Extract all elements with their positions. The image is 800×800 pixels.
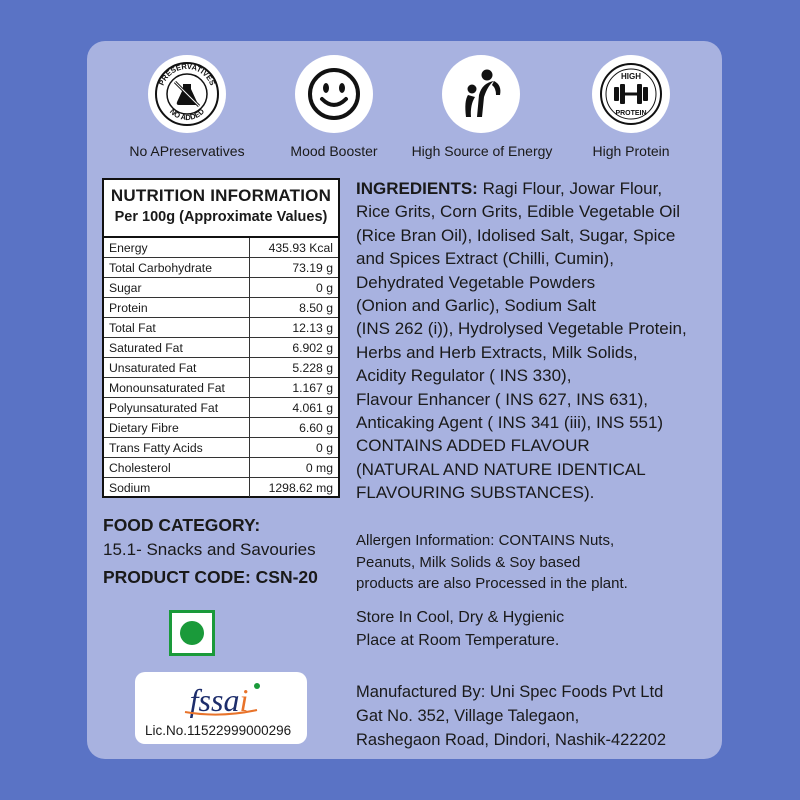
fssai-logo-box [135,672,307,744]
ingredients-line: and Spices Extract (Chilli, Cumin), [356,249,614,269]
nutrient-name: Saturated Fat [104,338,250,358]
nutrition-row [104,318,338,338]
nutrient-name: Sodium [109,480,151,495]
ingredients-line: (NATURAL AND NATURE IDENTICAL [356,459,646,479]
nutrient-name: Cholesterol [104,458,250,478]
allergen-line: Allergen Information: CONTAINS Nuts, [356,532,615,549]
svg-text:NO ADDED: NO ADDED [167,106,207,123]
nutrient-name: Polyunsaturated Fat [104,398,250,418]
ingredients-line: (Rice Bran Oil), Idolised Salt, Sugar, Spice [356,225,676,245]
allergen-line: products are also Processed in the plant. [356,575,628,592]
nutrient-name: Total Fat [104,318,250,338]
nutrient-value: 12.13 g [250,318,339,338]
nutrient-name: Energy [104,237,250,258]
ingredients-first-line [356,177,696,200]
ingredients-line: CONTAINS ADDED FLAVOUR [356,436,590,456]
nutrient-value: 435.93 Kcal [250,237,339,258]
ingredients-line: Acidity Regulator ( INS 330), [356,366,572,386]
veg-symbol-icon [169,610,215,656]
nutrient-name: Protein [104,298,250,318]
nutrition-row [104,438,338,458]
mood-booster-badge [295,55,373,133]
nutrient-value: 4.061 g [250,398,339,418]
product-code: PRODUCT CODE: CSN-20 [103,567,318,587]
nutrition-subtitle: Per 100g (Approximate Values) [114,209,328,225]
nutrition-row [104,338,338,358]
nutrition-row [104,298,338,318]
nutrition-row [104,418,338,438]
nutrition-row [104,478,338,498]
manufacturer-line: Rashegaon Road, Dindori, Nashik-422202 [356,731,667,749]
allergen-line: Peanuts, Milk Solids & Soy based [356,553,581,571]
ingredients-heading: INGREDIENTS: [356,179,478,198]
nutrient-value: 1.167 g [250,378,339,398]
nutrient-value: 0 mg [250,458,339,478]
storage-info [356,606,564,652]
nutrient-value: 5.228 g [250,358,339,378]
nutrient-value: 6.902 g [250,338,339,358]
nutrition-panel [102,178,340,498]
nutrient-value: 0 g [250,438,339,458]
storage-line: Place at Room Temperature. [356,632,560,649]
manufacturer-line: Manufactured By: Uni Spec Foods Pvt Ltd [356,683,664,701]
no-preservatives-icon [148,55,226,133]
veg-dot [180,621,204,645]
nutrition-row [104,398,338,418]
nutrition-row [104,258,338,278]
svg-text:PRESERVATIVES: PRESERVATIVES [156,61,218,87]
food-category-value: 15.1- Snacks and Savouries [103,540,316,559]
nutrient-name: Sugar [104,278,250,298]
nutrition-table [104,236,338,497]
fssai-license: Lic.No.11522999000296 [145,723,292,738]
ingredients-line: Dehydrated Vegetable Powders [356,272,596,292]
ingredients-line: Herbs and Herb Extracts, Milk Solids, [356,342,638,362]
nutrient-value: 1298.62 mg [250,478,339,498]
ingredients-line: (Onion and Garlic), Sodium Salt [356,296,596,316]
energy-badge [442,55,520,133]
nutrition-row [104,458,338,478]
badge-label-preservatives: No APreservatives [129,143,245,159]
ingredients-line: (INS 262 (i)), Hydrolysed Vegetable Protein, [356,319,687,339]
ingredients-block [356,177,696,505]
nutrition-row [104,358,338,378]
fssai-logo [135,672,307,722]
svg-text:fssai: fssai [189,682,249,718]
ingredients-line: FLAVOURING SUBSTANCES). [356,483,595,503]
nutrient-name: Dietary Fibre [104,418,250,438]
nutrition-row [104,378,338,398]
ingredients-line: Flavour Enhancer ( INS 627, INS 631), [356,389,648,409]
ingredients-line: Anticaking Agent ( INS 341 (iii), INS 551) [356,413,664,433]
nutrient-value: 0 g [250,278,339,298]
svg-text:HIGH: HIGH [621,72,641,81]
high-protein-badge [592,55,670,133]
no-preservatives-badge [148,55,226,133]
ingredients-line: Rice Grits, Corn Grits, Edible Vegetable Oil [356,202,681,222]
ingredients-line: Ragi Flour, Jowar Flour, [477,179,663,198]
nutrition-row [104,278,338,298]
badge-label-mood: Mood Booster [290,143,378,159]
allergen-info [356,530,628,595]
nutrient-name: Total Carbohydrate [104,258,250,278]
nutrient-name: Monounsaturated Fat [104,378,250,398]
nutrient-value: 73.19 g [250,258,339,278]
nutrient-name: Unsaturated Fat [104,358,250,378]
food-category-label: FOOD CATEGORY: [103,515,261,535]
nutrition-row [104,237,338,258]
storage-line: Store In Cool, Dry & Hygienic [356,609,565,626]
nutrient-name: Trans Fatty Acids [104,438,250,458]
nutrition-title: NUTRITION INFORMATION [110,186,332,205]
dumbbell-icon [592,55,670,133]
svg-text:PROTEIN: PROTEIN [615,110,647,117]
smiley-face-icon [295,55,373,133]
badge-label-protein: High Protein [592,143,670,159]
badge-label-energy: High Source of Energy [411,143,553,159]
manufacturer-info [356,680,666,752]
nutrient-value: 8.50 g [250,298,339,318]
nutrient-value: 6.60 g [250,418,339,438]
energy-figure-icon [442,55,520,133]
manufacturer-line: Gat No. 352, Village Talegaon, [356,707,580,725]
